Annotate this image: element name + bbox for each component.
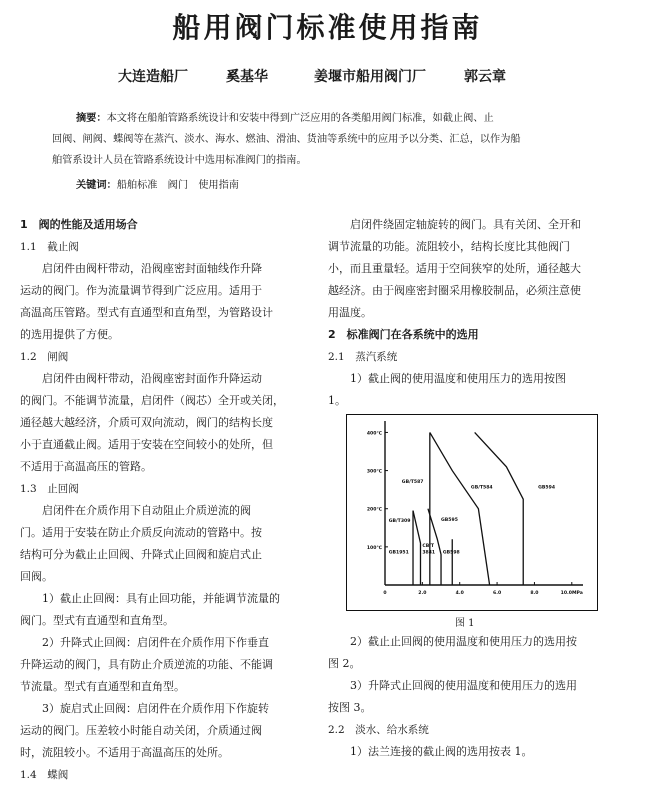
paper-title: 船用阀门标准使用指南 [172, 11, 483, 44]
text-line: 运动的阀门。压差较小时能自动关闭，介质通过阀 [20, 724, 262, 737]
text-line: 启闭件由阀杆带动，沿阀座密封面轴线作升降 [42, 262, 262, 275]
text-line: 回阀。 [20, 570, 53, 583]
abstract-line-3: 舶管系设计人员在管路系统设计中选用标准阀门的指南。 [52, 155, 307, 166]
text-line: 阀门。型式有直通型和直角型。 [20, 614, 174, 627]
text-line: 1）截止止回阀：具有止回功能，并能调节流量的 [42, 592, 280, 605]
paragraph [20, 258, 302, 346]
paragraph [328, 368, 612, 412]
text-line: 节流量。型式有直通型和直角型。 [20, 680, 185, 693]
text-line: 1）截止阀的使用温度和使用压力的选用按图 [350, 372, 566, 385]
left-column [20, 214, 302, 786]
text-line: 3）升降式止回阀的使用温度和使用压力的选用 [350, 679, 577, 692]
text-line: 启闭件由阀杆带动，沿阀座密封面作升降运动 [42, 372, 262, 385]
region-label: GB594 [538, 485, 556, 491]
author-2-org: 姜堰市船用阀门厂 [314, 69, 426, 85]
region-label: GB598 [442, 550, 460, 556]
paragraph [20, 632, 302, 698]
x-tick-label: 4.0 [455, 591, 464, 596]
text-line: 运动的阀门。作为流量调节得到广泛应用。适用于 [20, 284, 262, 297]
text-line: 通径越大越经济，介质可双向流动，阀门的结构长度 [20, 416, 273, 429]
abstract-line-1: 摘要：本文将在船舶管路系统设计和安装中得到广泛应用的各类船用阀门标准，如截止阀、止 [76, 113, 494, 124]
text-line: 3）旋启式止回阀：启闭件在介质作用下作旋转 [42, 702, 269, 715]
subsection-heading: 1.3 止回阀 [20, 483, 79, 495]
region-label: GB/T309 [388, 519, 411, 525]
text-line: 的阀门。不能调节流量，启闭件（阀芯）全开或关闭， [20, 394, 284, 407]
x-tick-label: 2.0 [418, 591, 427, 596]
chart-svg [347, 415, 596, 609]
subsection-heading: 1.1 截止阀 [20, 241, 79, 253]
paragraph [328, 741, 612, 763]
subsection-heading: 2.1 蒸汽系统 [328, 351, 398, 363]
figure-caption: 图 1 [455, 618, 475, 629]
keywords [76, 176, 239, 191]
text-line: 时，流阻较小。不适用于高温高压的处所。 [20, 746, 229, 759]
text-line: 的选用提供了方便。 [20, 328, 119, 341]
y-tick-label: 100℃ [366, 545, 382, 551]
region-label: GB/T587 [401, 479, 424, 485]
text-line: 小，而且重量轻。适用于空间狭窄的处所，通径越大 [328, 262, 581, 275]
region-boundary-line [413, 511, 420, 585]
text-line: 用温度。 [328, 306, 372, 319]
right-column-bottom [328, 631, 612, 763]
paragraph [20, 588, 302, 632]
text-line: 1。 [328, 394, 346, 407]
author-1-name: 奚基华 [226, 69, 268, 85]
text-line: 2）升降式止回阀：启闭件在介质作用下作垂直 [42, 636, 269, 649]
text-line: 图 2。 [328, 657, 361, 670]
text-line: 2）截止止回阀的使用温度和使用压力的选用按 [350, 635, 577, 648]
x-tick-label: 10.0MPa [560, 591, 583, 596]
x-tick-label: 8.0 [530, 591, 539, 596]
paragraph [328, 631, 612, 675]
text-line: 启闭件绕固定轴旋转的阀门。具有关闭、全开和 [350, 218, 581, 231]
region-label: CB/T [422, 543, 435, 549]
abstract [52, 108, 607, 171]
subsection-heading: 1.4 蝶阀 [20, 769, 69, 781]
text-line: 不适用于高温高压的管路。 [20, 460, 152, 473]
subsection-heading: 1.2 闸阀 [20, 351, 69, 363]
section-heading: 1 阀的性能及适用场合 [20, 218, 138, 231]
region-label: GB595 [441, 517, 458, 523]
paragraph [20, 698, 302, 764]
keywords-label: 关键词： [76, 180, 117, 191]
paragraph [328, 675, 612, 719]
text-line: 门。适用于安装在防止介质反向流动的管路中。按 [20, 526, 262, 539]
y-tick-label: 200℃ [366, 507, 382, 513]
text-line: 1）法兰连接的截止阀的选用按表 1。 [350, 745, 533, 758]
region-boundary-line [475, 432, 524, 585]
text-line: 结构可分为截止止回阀、升降式止回阀和旋启式止 [20, 548, 262, 561]
text-line: 调节流量的功能。流阻较小，结构长度比其他阀门 [328, 240, 570, 253]
x-tick-label: 0 [383, 591, 387, 596]
region-label: GB1951 [388, 550, 409, 556]
text-line: 启闭件在介质作用下自动阻止介质逆流的阀 [42, 504, 251, 517]
text-line: 小于直通截止阀。适用于安装在空间较小的处所，但 [20, 438, 273, 451]
text-line: 升降运动的阀门，具有防止介质逆流的功能、不能调 [20, 658, 273, 671]
paragraph [328, 214, 612, 324]
abstract-label: 摘要： [76, 113, 107, 124]
abstract-line-2: 回阀、闸阀、蝶阀等在蒸汽、淡水、海水、燃油、滑油、货油等系统中的应用予以分类、汇总，以作为船 [52, 134, 521, 145]
right-column-top [328, 214, 612, 412]
paragraph [20, 500, 302, 588]
region-label: GB/T584 [470, 485, 493, 491]
keywords-text: 船舶标准 阀门 使用指南 [116, 180, 239, 191]
text-line: 按图 3。 [328, 701, 372, 714]
subsection-heading: 2.2 淡水、给水系统 [328, 724, 429, 736]
text-line: 越经济。由于阀座密封圈采用橡胶制品，必须注意使 [328, 284, 581, 297]
section-heading: 2 标准阀门在各系统中的选用 [328, 328, 479, 341]
y-tick-label: 300℃ [366, 469, 382, 475]
author-2-name: 郭云章 [464, 69, 506, 85]
region-label: 3841 [422, 550, 436, 556]
y-tick-label: 400℃ [366, 431, 382, 437]
region-boundary-line [430, 432, 490, 585]
author-1-org: 大连造船厂 [118, 69, 188, 85]
figure-1-chart [346, 414, 598, 611]
text-line: 高温高压管路。型式有直通型和直角型，为管路设计 [20, 306, 273, 319]
paragraph [20, 368, 302, 478]
x-tick-label: 6.0 [493, 591, 502, 596]
